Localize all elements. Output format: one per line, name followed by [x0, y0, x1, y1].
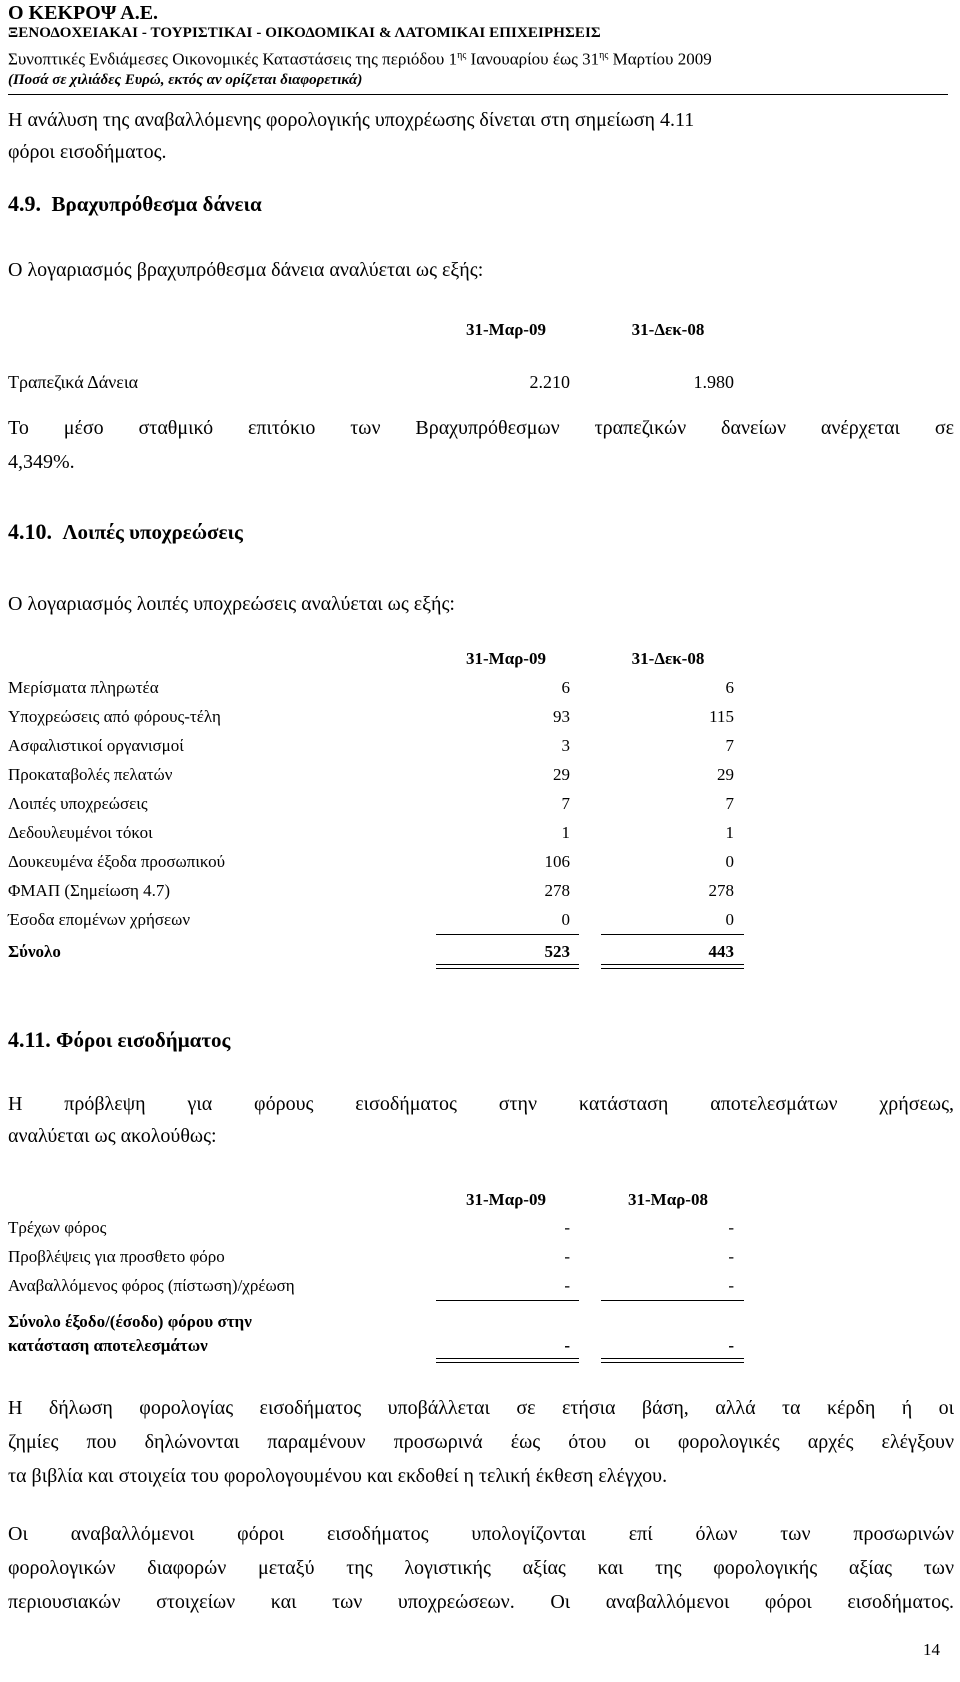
- table-row-value-1: -: [564, 1247, 570, 1266]
- table-row-value-1: 29: [553, 765, 570, 784]
- intro-line-2: φόροι εισοδήματος.: [8, 141, 167, 163]
- s49-row-value-2: 1.980: [693, 372, 734, 392]
- table-row-value-2: 6: [725, 678, 734, 697]
- report-period: Συνοπτικές Ενδιάμεσες Οικονομικές Καταστάσεις της περιόδου $1^{\eta\varsigma}$ Ιανουαρίου έως $31^{\eta\varsigma}$ Μαρτίου 2009: [8, 49, 712, 69]
- table-row-value-2: 115: [709, 707, 734, 726]
- s411-para1-line-3: τα βιβλία και στοιχεία του φορολογουμένου και εκδοθεί η τελική έκθεση ελέγχου.: [8, 1465, 668, 1487]
- s49-row-value-1: 2.210: [529, 372, 570, 392]
- table-row-value-2: 7: [725, 736, 734, 755]
- table-row-label: ΦΜΑΠ (Σημείωση 4.7): [8, 881, 171, 900]
- table-row-value-2: -: [728, 1276, 734, 1295]
- table-row-label: Ασφαλιστικοί οργανισμοί: [8, 736, 184, 755]
- page-number: 14: [923, 1640, 940, 1659]
- company-subtitle: ΞΕΝΟΔΟΧΕΙΑΚΑΙ - ΤΟΥΡΙΣΤΙΚΑΙ - ΟΙΚΟΔΟΜΙΚΑΙ & ΛΑΤΟΜΙΚΑΙ ΕΠΙΧΕΙΡΗΣΕΙΣ: [8, 25, 601, 41]
- table-row-label: Λοιπές υποχρεώσεις: [8, 794, 148, 813]
- table-row-label: Δεδουλευμένοι τόκοι: [8, 823, 153, 842]
- table-row-label: Αναβαλλόμενος φόρος (πίστωση)/χρέωση: [8, 1276, 295, 1295]
- table-row-label: Προβλέψεις για προσθετο φόρο: [8, 1247, 225, 1266]
- s411-intro-line-1: Η πρόβλεψη για φόρους εισοδήματος στην κατάσταση αποτελεσμάτων χρήσεως,: [8, 1093, 954, 1115]
- table-row-value-1: 278: [544, 881, 570, 900]
- table-row-value-2: 7: [725, 794, 734, 813]
- total-label-line-2: κατάσταση αποτελεσμάτων: [8, 1336, 208, 1355]
- table-row-value-2: -: [728, 1218, 734, 1237]
- subtotal-rule-2: [601, 934, 744, 935]
- total-label-line-1: Σύνολο έξοδο/(έσοδο) φόρου στην: [8, 1312, 252, 1331]
- s49-note-line-2: 4,349%.: [8, 451, 75, 473]
- s411-para2-line-1: Οι αναβαλλόμενοι φόροι εισοδήματος υπολογίζονται επί όλων των προσωρινών: [8, 1523, 954, 1545]
- table-row-value-1: 1: [561, 823, 570, 842]
- table-row-label: Τρέχων φόρος: [8, 1218, 107, 1237]
- subtotal-rule-1: [436, 1300, 579, 1301]
- total-double-rule-2: [601, 964, 744, 969]
- total-double-rule-1: [436, 964, 579, 969]
- subtotal-rule-2: [601, 1300, 744, 1301]
- units-note: (Ποσά σε χιλιάδες Ευρώ, εκτός αν ορίζεται διαφορετικά): [8, 72, 363, 88]
- total-value-2: 443: [708, 942, 734, 961]
- table-row-value-1: -: [564, 1218, 570, 1237]
- s410-col-header-1: 31-Μαρ-09: [466, 649, 546, 668]
- s410-col-header-2: 31-Δεκ-08: [631, 649, 705, 668]
- total-value-2: -: [728, 1336, 734, 1355]
- company-name: Ο ΚΕΚΡΟΨ Α.Ε.: [8, 2, 159, 24]
- table-row-value-2: 0: [725, 910, 734, 929]
- table-row-label: Προκαταβολές πελατών: [8, 765, 173, 784]
- table-row-value-1: 3: [561, 736, 570, 755]
- subtotal-rule-1: [436, 934, 579, 935]
- total-value-1: 523: [544, 942, 570, 961]
- s49-note-line-1: Το μέσο σταθμικό επιτόκιο των Βραχυπρόθεσμων τραπεζικών δανείων ανέρχεται σε: [8, 417, 954, 439]
- s411-para2-line-2: φορολογικών διαφορών μεταξύ της λογιστικής αξίας και της φορολογικής αξίας των: [8, 1557, 954, 1579]
- s411-col-header-1: 31-Μαρ-09: [466, 1190, 546, 1209]
- section-4-11-heading: 4.11. Φόροι εισοδήματος: [8, 1027, 231, 1052]
- section-4-9-heading: 4.9. Βραχυπρόθεσμα δάνεια: [8, 191, 262, 216]
- s49-row-label: Τραπεζικά Δάνεια: [8, 372, 139, 392]
- total-label: Σύνολο: [8, 942, 61, 961]
- intro-line-1: Η ανάλυση της αναβαλλόμενης φορολογικής υποχρέωσης δίνεται στη σημείωση 4.11: [8, 109, 695, 131]
- table-row-label: Δουκευμένα έξοδα προσωπικού: [8, 852, 226, 871]
- table-row-value-2: 1: [725, 823, 734, 842]
- section-4-10-heading: 4.10. Λοιπές υποχρεώσεις: [8, 519, 243, 544]
- table-row-value-1: 6: [561, 678, 570, 697]
- table-row-label: Έσοδα επομένων χρήσεων: [8, 910, 191, 929]
- table-row-value-1: 0: [561, 910, 570, 929]
- table-row-value-1: 106: [544, 852, 570, 871]
- s49-col-header-2: 31-Δεκ-08: [631, 320, 705, 339]
- header-rule: [8, 94, 948, 95]
- table-row-value-2: 0: [725, 852, 734, 871]
- table-row-value-1: 93: [553, 707, 570, 726]
- table-row-label: Μερίσματα πληρωτέα: [8, 678, 159, 697]
- total-value-1: -: [564, 1336, 570, 1355]
- table-row-value-2: 29: [717, 765, 734, 784]
- total-double-rule-1: [436, 1358, 579, 1363]
- table-row-label: Υποχρεώσεις από φόρους-τέλη: [8, 707, 221, 726]
- table-row-value-1: -: [564, 1276, 570, 1295]
- s411-intro-line-2: αναλύεται ως ακολούθως:: [8, 1125, 217, 1147]
- section-4-9-intro: Ο λογαριασμός βραχυπρόθεσμα δάνεια αναλύεται ως εξής:: [8, 259, 484, 281]
- section-4-10-intro: Ο λογαριασμός λοιπές υποχρεώσεις αναλύεται ως εξής:: [8, 593, 455, 615]
- s411-para2-line-3: περιουσιακών στοιχείων και των υποχρεώσεων. Οι αναβαλλόμενοι φόροι εισοδήματος.: [8, 1591, 954, 1613]
- table-row-value-2: -: [728, 1247, 734, 1266]
- s411-para1-line-2: ζημίες που δηλώνονται παραμένουν προσωρινά έως ότου οι φορολογικές αρχές ελέγξουν: [8, 1431, 954, 1453]
- s49-col-header-1: 31-Μαρ-09: [466, 320, 546, 339]
- total-double-rule-2: [601, 1358, 744, 1363]
- table-row-value-2: 278: [708, 881, 734, 900]
- table-row-value-1: 7: [561, 794, 570, 813]
- s411-para1-line-1: Η δήλωση φορολογίας εισοδήματος υποβάλλεται σε ετήσια βάση, αλλά τα κέρδη ή οι: [8, 1397, 954, 1419]
- s411-col-header-2: 31-Μαρ-08: [628, 1190, 708, 1209]
